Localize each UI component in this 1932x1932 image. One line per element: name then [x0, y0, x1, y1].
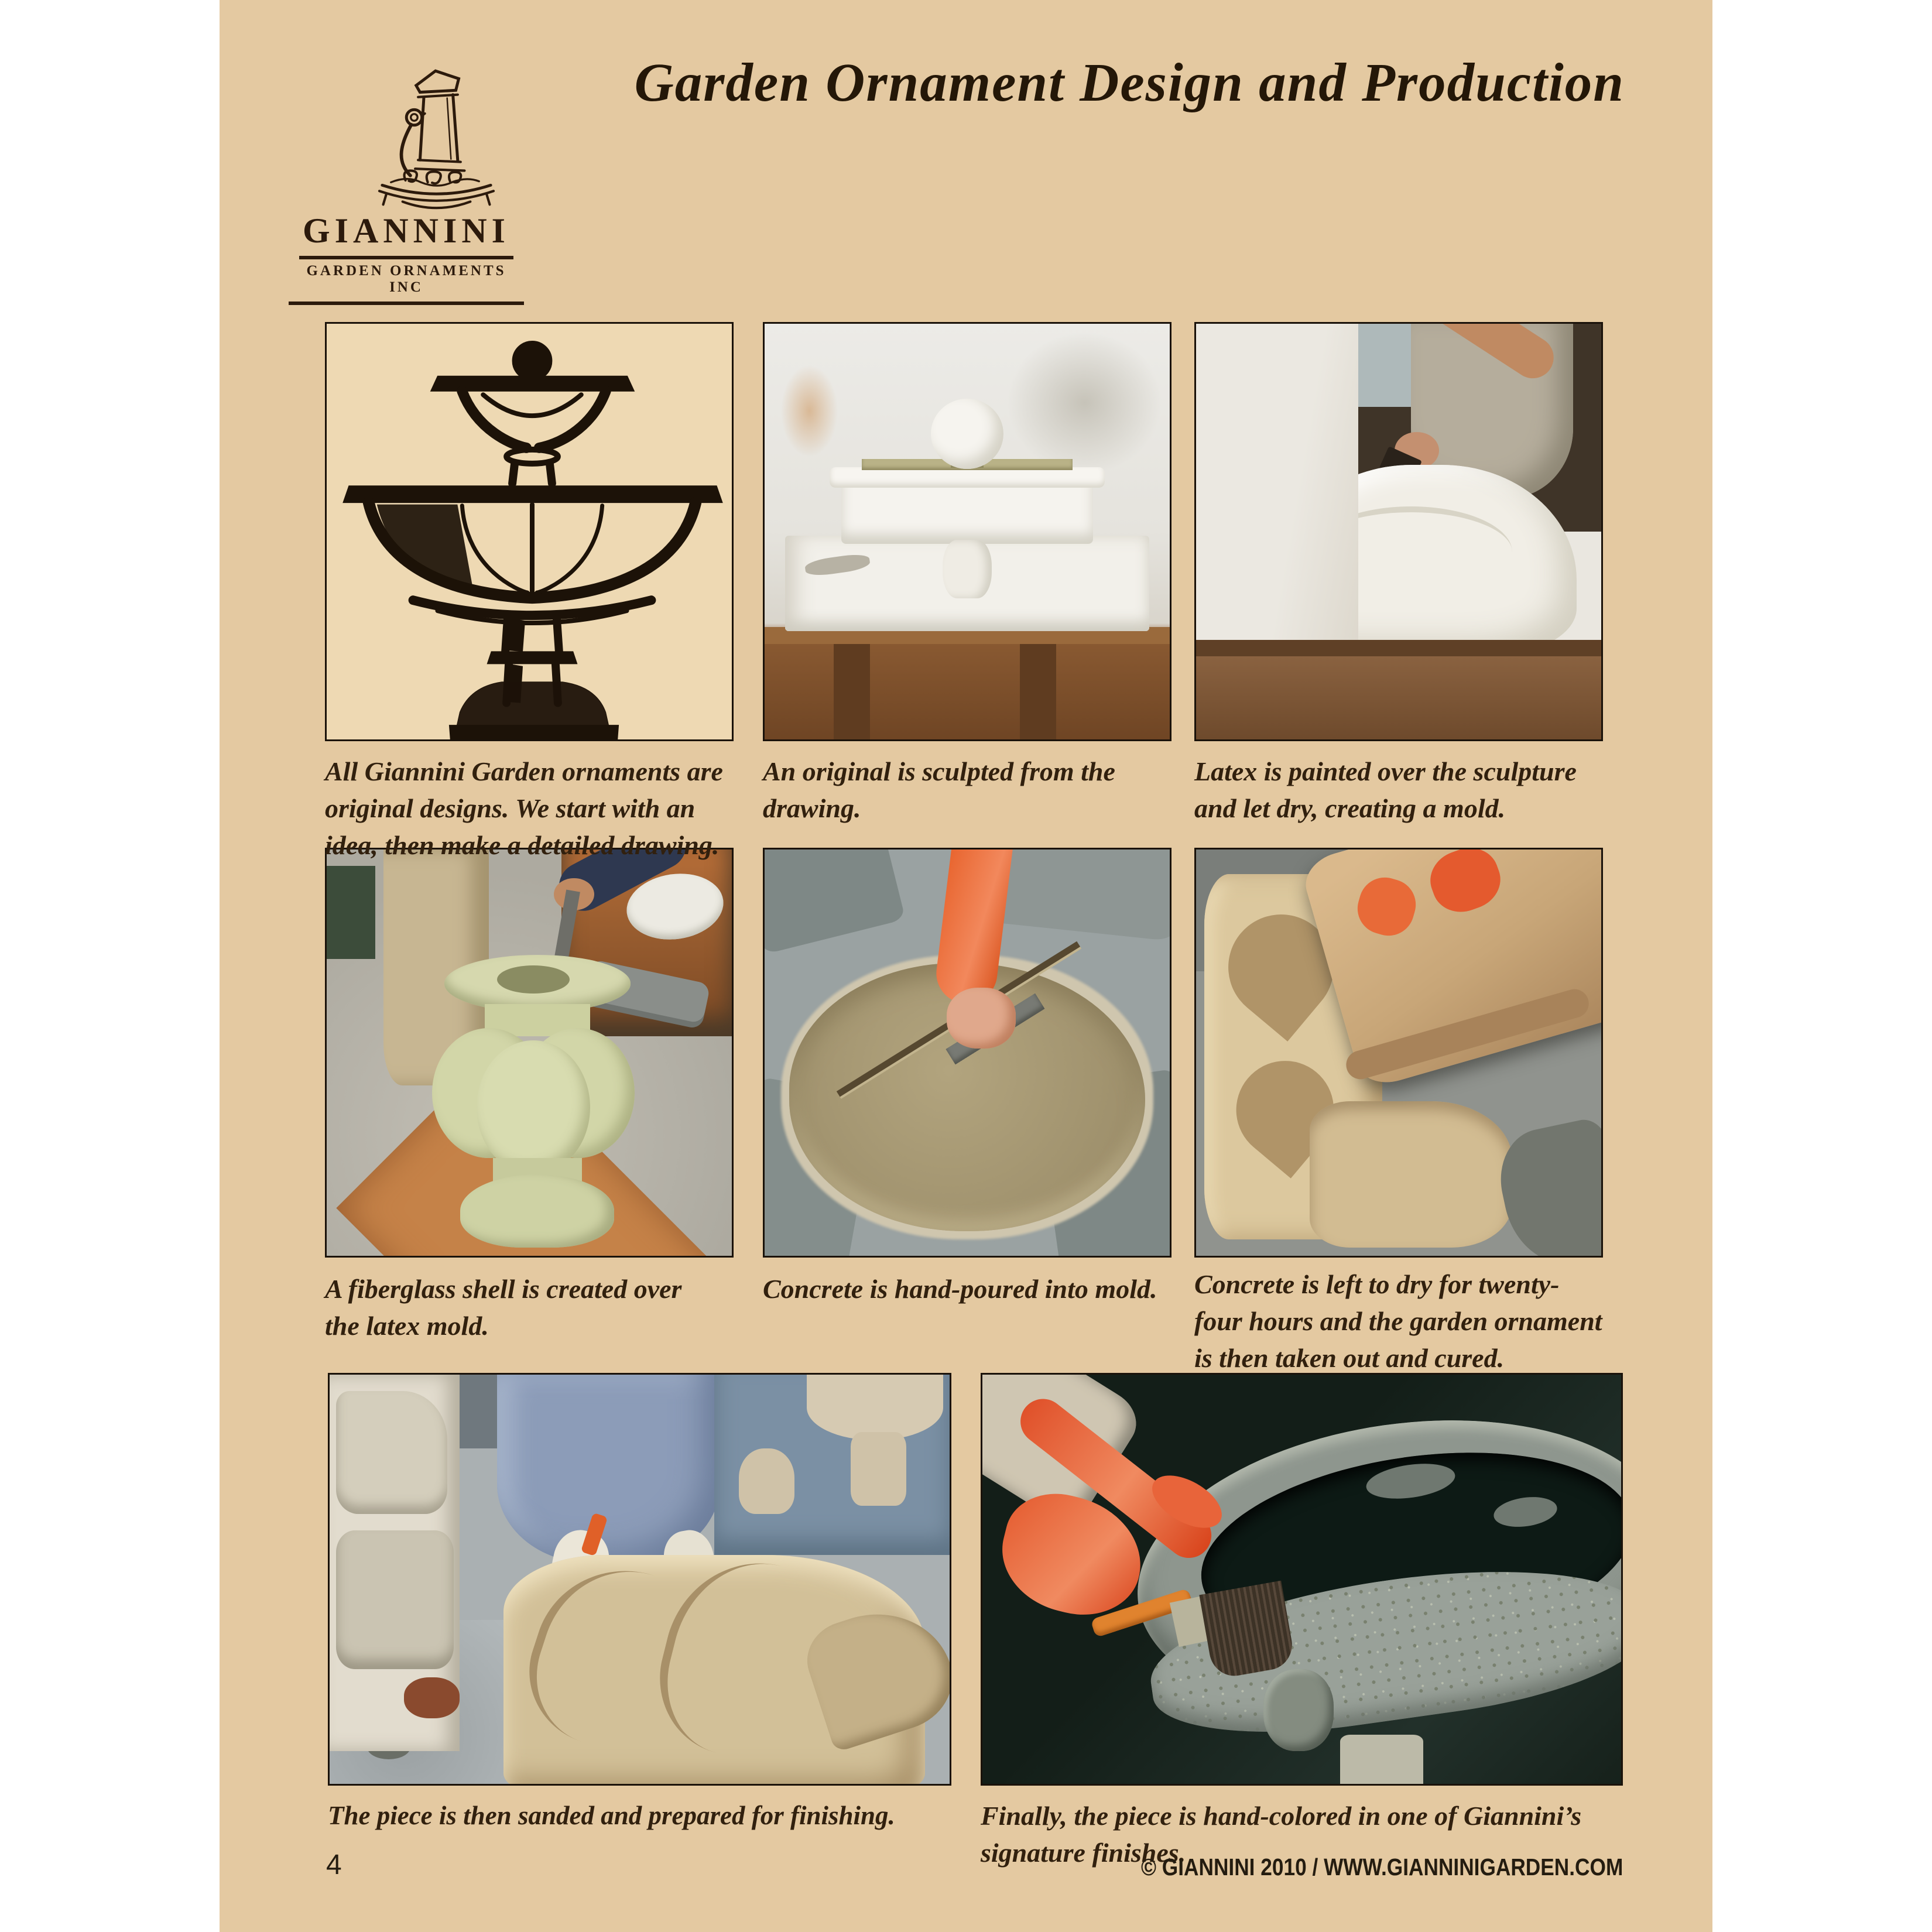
lion-head-relief — [1263, 1669, 1334, 1751]
plaster-ball — [931, 399, 1004, 470]
figurine — [739, 1448, 794, 1514]
photo-demolding — [1194, 848, 1603, 1258]
caption-step-5: Concrete is hand-poured into mold. — [763, 1274, 1157, 1304]
urn-lower-bulb — [460, 1174, 614, 1248]
fountain-pedestal — [851, 1432, 906, 1506]
basin-pedestal — [1340, 1735, 1423, 1786]
caption-step-1: All Giannini Garden ornaments are original designs. We start with an idea, then make a detailed drawing. — [325, 756, 723, 860]
urn-lobe — [477, 1040, 590, 1174]
plaster-pedestal — [943, 540, 991, 598]
mold-corner — [763, 848, 906, 955]
photo-latex-painting — [1194, 322, 1603, 741]
window-hint — [1358, 324, 1411, 407]
mold-rust-spot — [404, 1677, 460, 1718]
caption-step-7: The piece is then sanded and prepared for finishing. — [328, 1801, 895, 1830]
photo-fountain-drawing — [325, 322, 734, 741]
wall-stain — [781, 365, 838, 457]
brush-bristles — [1199, 1581, 1296, 1680]
mold-piece — [336, 1530, 454, 1670]
fountain-on-table — [807, 1375, 943, 1440]
table-leg — [834, 644, 870, 739]
photo-sanding — [328, 1373, 951, 1786]
glove-hand — [947, 988, 1016, 1049]
mold-piece — [336, 1391, 448, 1514]
giannini-logo — [289, 56, 524, 305]
caption-step-2: An original is sculpted from the drawing. — [763, 756, 1115, 823]
wood-table — [1196, 656, 1601, 739]
caption-step-6: Concrete is left to dry for twenty-four hours and the garden ornament is then taken out and cured. — [1194, 1269, 1602, 1373]
fountain-sketch-icon — [327, 324, 734, 741]
gray-mold-curl — [1491, 1115, 1603, 1258]
copyright-line: © GIANNINI 2010 / WWW.GIANNINIGARDEN.COM — [1140, 1854, 1623, 1880]
page-title: Garden Ornament Design and Production — [634, 53, 1625, 113]
urn-mouth — [497, 965, 570, 994]
green-bin — [327, 866, 375, 960]
page-number: 4 — [326, 1849, 342, 1880]
caption-step-4: A fiberglass shell is created over the latex mold. — [325, 1274, 682, 1341]
ornament-lower-piece — [1310, 1101, 1512, 1248]
left-wall — [1196, 324, 1358, 640]
logo-subtitle: GARDEN ORNAMENTS INC — [289, 261, 524, 305]
wall-shadow — [1008, 332, 1162, 473]
photo-concrete-pour — [763, 848, 1171, 1258]
plaster-tray-lip — [830, 467, 1105, 488]
page-background — [220, 0, 1712, 1932]
logo-wordmark: GIANNINI — [299, 211, 513, 259]
photo-original-sculpture — [763, 322, 1171, 741]
photo-fiberglass-shell — [325, 848, 734, 1258]
photo-hand-coloring — [981, 1373, 1623, 1786]
table-leg — [1020, 644, 1056, 739]
caption-step-8: Finally, the piece is hand-colored in one of Giannini’s signature finishes. — [981, 1801, 1582, 1868]
caption-step-3: Latex is painted over the sculpture and let dry, creating a mold. — [1194, 756, 1577, 823]
fountain-logo-icon — [374, 56, 499, 210]
